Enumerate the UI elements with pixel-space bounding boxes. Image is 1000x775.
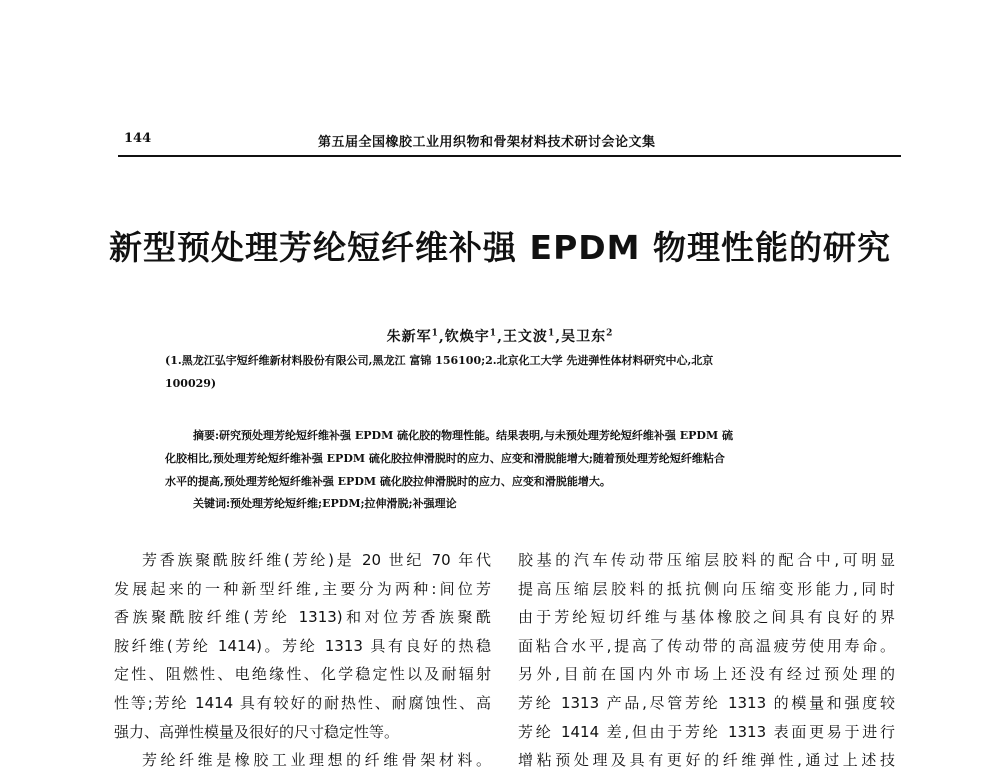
body-line: 香族聚酰胺纤维(芳纶 1313)和对位芳香族聚酰 (114, 608, 491, 627)
body-line: 另外,目前在国内外市场上还没有经过预处理的 (518, 665, 895, 684)
affiliation-line: 100029) (165, 377, 217, 390)
header-rule (118, 155, 901, 157)
body-line: 芳纶 1414 差,但由于芳纶 1313 表面更易于进行 (518, 722, 895, 741)
author-name: 钦焕宇 (444, 329, 490, 345)
running-header: 第五届全国橡胶工业用织物和骨架材料技术研讨会论文集 (318, 135, 656, 150)
abstract-line: 化胶相比,预处理芳纶短纤维补强 EPDM 硫化胶拉伸滑脱时的应力、应变和滑脱能增大;随着预处理芳纶短纤维粘合 (165, 452, 725, 465)
body-line: 胺纤维(芳纶 1414)。芳纶 1313 具有良好的热稳 (114, 636, 491, 655)
abstract-line: 水平的提高,预处理芳纶短纤维补强 EPDM 硫化胶拉伸滑脱时的应力、应变和滑脱能增大。 (165, 475, 611, 488)
body-line: 发展起来的一种新型纤维,主要分为两种:间位芳 (114, 579, 491, 598)
keywords: 关键词:预处理芳纶短纤维;EPDM;拉伸滑脱;补强理论 (193, 497, 457, 510)
body-column-left (114, 546, 491, 775)
author-name: 吴卫东 (561, 329, 607, 345)
author-name: 朱新军 (386, 329, 432, 345)
body-line: 提高压缩层胶料的抵抗侧向压缩变形能力,同时 (518, 579, 895, 598)
author-name: 王文波 (502, 329, 548, 345)
page-number: 144 (124, 131, 152, 146)
author-affiliation-mark: 2 (606, 328, 614, 339)
body-line: 强力、高弹性模量及很好的尺寸稳定性等。 (114, 722, 400, 741)
body-line: 面粘合水平,提高了传动带的高温疲劳使用寿命。 (518, 636, 895, 655)
body-line: 芳香族聚酰胺纤维(芳纶)是 20 世纪 70 年代 (142, 551, 491, 569)
body-line: 定性、阻燃性、电绝缘性、化学稳定性以及耐辐射 (114, 665, 491, 684)
author-affiliation-mark: 1 (547, 328, 556, 339)
body-line: 芳纶纤维是橡胶工业理想的纤维骨架材料。 (142, 751, 491, 770)
author-affiliation-mark: 1 (431, 328, 439, 339)
affiliation-line: (1.黑龙江弘宇短纤维新材料股份有限公司,黑龙江 富锦 156100;2.北京化工大学 先进弹性体材料研究中心,北京 (165, 354, 714, 367)
body-line: 性等;芳纶 1414 具有较好的耐热性、耐腐蚀性、高 (114, 693, 491, 712)
paper-title: 新型预处理芳纶短纤维补强 EPDM 物理性能的研究 (109, 228, 891, 267)
author-list: 朱新军$^1$,钦焕宇$^1$,王文波$^1$,吴卫东$^2$ (386, 328, 614, 345)
body-column-right (518, 546, 895, 775)
body-line: 增粘预处理及具有更好的纤维弹性,通过上述技 (518, 751, 895, 770)
body-line: 由于芳纶短切纤维与基体橡胶之间具有良好的界 (518, 608, 895, 627)
affiliations (165, 349, 855, 395)
abstract (165, 424, 855, 493)
abstract-line: 摘要:研究预处理芳纶短纤维补强 EPDM 硫化胶的物理性能。结果表明,与未预处理芳纶短纤维补强 EPDM 硫 (193, 429, 733, 442)
author-affiliation-mark: 1 (489, 328, 498, 339)
body-line: 胶基的汽车传动带压缩层胶料的配合中,可明显 (518, 551, 895, 569)
body-line: 芳纶 1313 产品,尽管芳纶 1313 的模量和强度较 (518, 693, 895, 712)
